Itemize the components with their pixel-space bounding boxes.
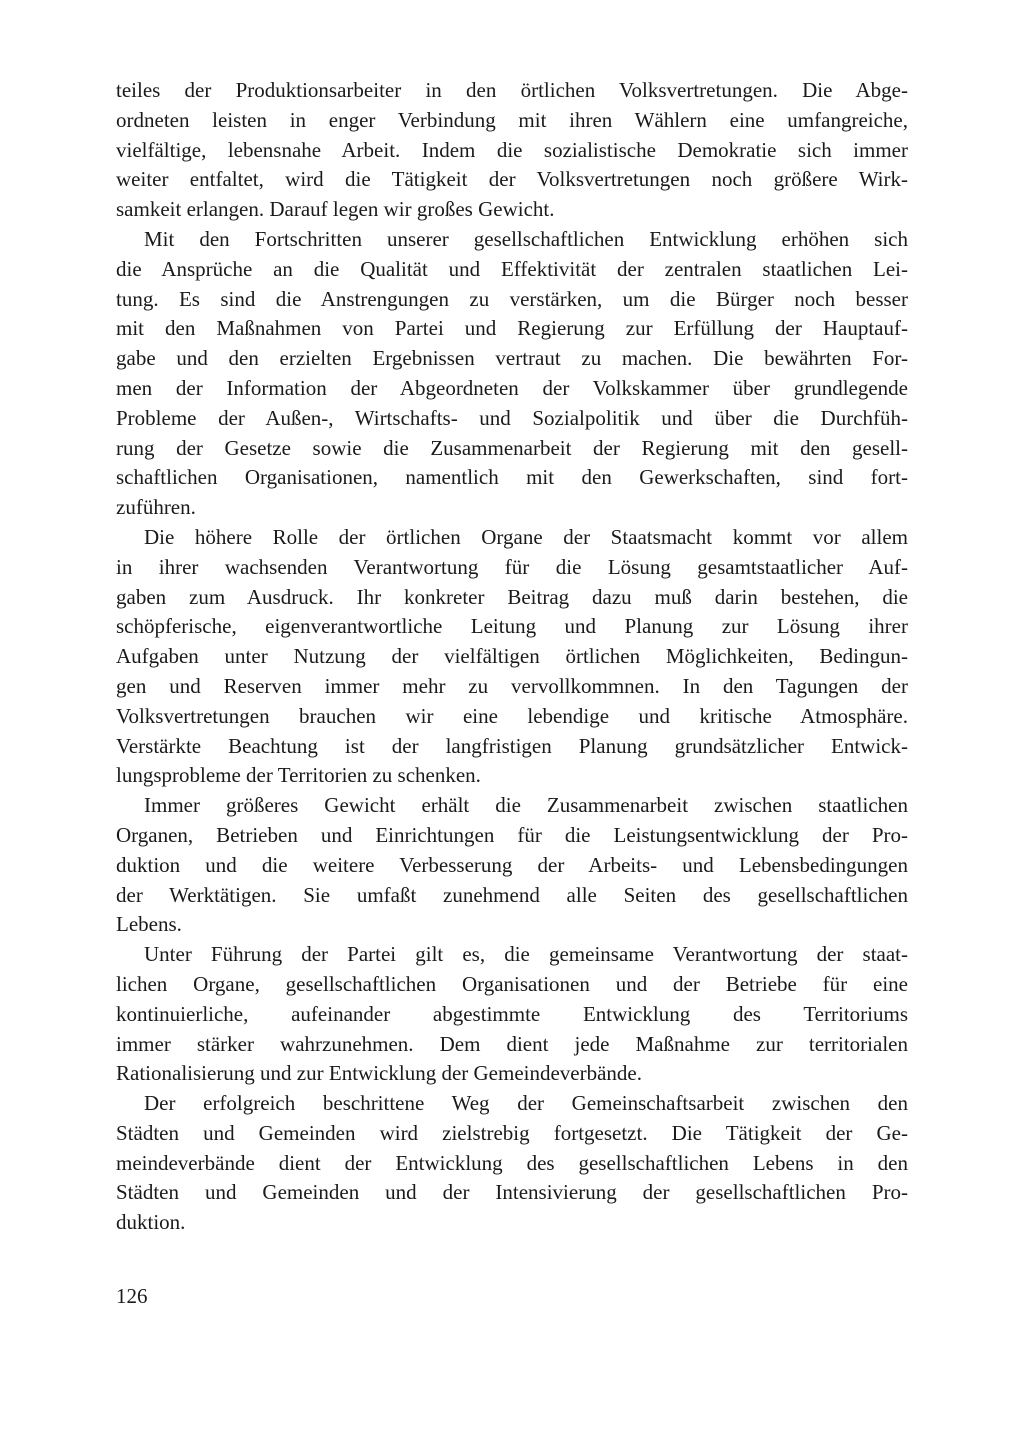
text-line: der Werktätigen. Sie umfaßt zunehmend alle Seiten des gesellschaftlichen: [116, 882, 908, 907]
text-line: die Ansprüche an die Qualität und Effektivität der zentralen staatlichen Lei-: [116, 256, 908, 281]
text-line: lungsprobleme der Territorien zu schenken.: [116, 763, 481, 788]
text-line: Volksvertretungen brauchen wir eine lebendige und kritische Atmosphäre.: [116, 703, 908, 728]
text-line: Organen, Betrieben und Einrichtungen für die Leistungsentwicklung der Pro-: [116, 822, 908, 847]
paragraph: [116, 225, 908, 523]
paragraph: [116, 523, 908, 791]
paragraph: [116, 791, 908, 940]
text-line: Mit den Fortschritten unserer gesellschaftlichen Entwicklung erhöhen sich: [144, 226, 908, 251]
text-line: Aufgaben unter Nutzung der vielfältigen örtlichen Möglichkeiten, Bedingun-: [116, 644, 908, 669]
text-line: schaftlichen Organisationen, namentlich mit den Gewerkschaften, sind fort-: [116, 465, 908, 490]
text-line: Die höhere Rolle der örtlichen Organe der Staatsmacht kommt vor allem: [144, 524, 908, 549]
text-line: zuführen.: [116, 495, 196, 520]
text-line: ordneten leisten in enger Verbindung mit ihren Wählern eine umfangreiche,: [116, 107, 908, 132]
text-line: schöpferische, eigenverantwortliche Leitung und Planung zur Lösung ihrer: [116, 614, 908, 639]
text-line: gabe und den erzielten Ergebnissen vertraut zu machen. Die bewährten For-: [116, 346, 908, 371]
text-line: kontinuierliche, aufeinander abgestimmte Entwicklung des Territoriums: [116, 1001, 908, 1026]
text-line: immer stärker wahrzunehmen. Dem dient jede Maßnahme zur territorialen: [116, 1031, 908, 1056]
text-line: vielfältige, lebensnahe Arbeit. Indem die sozialistische Demokratie sich immer: [116, 137, 908, 162]
text-line: Städten und Gemeinden und der Intensivierung der gesellschaftlichen Pro-: [116, 1180, 908, 1205]
text-line: Lebens.: [116, 912, 182, 937]
text-line: Der erfolgreich beschrittene Weg der Gemeinschaftsarbeit zwischen den: [144, 1091, 908, 1116]
text-line: duktion und die weitere Verbesserung der Arbeits- und Lebensbedingungen: [116, 852, 908, 877]
text-line: meindeverbände dient der Entwicklung des gesellschaftlichen Lebens in den: [116, 1150, 908, 1175]
text-line: Städten und Gemeinden wird zielstrebig fortgesetzt. Die Tätigkeit der Ge-: [116, 1120, 908, 1145]
text-line: tung. Es sind die Anstrengungen zu verstärken, um die Bürger noch besser: [116, 286, 908, 311]
text-line: duktion.: [116, 1210, 186, 1235]
text-line: teiles der Produktionsarbeiter in den örtlichen Volksvertretungen. Die Abge-: [116, 78, 908, 102]
page-body: [116, 76, 908, 1238]
text-line: Immer größeres Gewicht erhält die Zusammenarbeit zwischen staatlichen: [144, 793, 908, 818]
text-line: Unter Führung der Partei gilt es, die gemeinsame Verantwortung der staat-: [144, 942, 908, 967]
paragraph: [116, 1089, 908, 1238]
text-line: Rationalisierung und zur Entwicklung der Gemeindeverbände.: [116, 1061, 643, 1086]
page-number: 126: [116, 1284, 148, 1308]
text-line: Verstärkte Beachtung ist der langfristigen Planung grundsätzlicher Entwick-: [116, 733, 908, 758]
text-line: Probleme der Außen-, Wirtschafts- und Sozialpolitik und über die Durchfüh-: [116, 405, 908, 430]
text-line: men der Information der Abgeordneten der Volkskammer über grundlegende: [116, 375, 908, 400]
text-line: rung der Gesetze sowie die Zusammenarbeit der Regierung mit den gesell-: [116, 435, 908, 460]
text-line: lichen Organe, gesellschaftlichen Organisationen und der Betriebe für eine: [116, 971, 908, 996]
paragraph: [116, 76, 908, 225]
paragraph: [116, 940, 908, 1089]
text-line: samkeit erlangen. Darauf legen wir großes Gewicht.: [116, 197, 555, 222]
text-line: weiter entfaltet, wird die Tätigkeit der Volksvertretungen noch größere Wirk-: [116, 167, 908, 192]
text-line: gaben zum Ausdruck. Ihr konkreter Beitrag dazu muß darin bestehen, die: [116, 584, 908, 609]
text-line: in ihrer wachsenden Verantwortung für die Lösung gesamtstaatlicher Auf-: [116, 554, 908, 579]
text-line: gen und Reserven immer mehr zu vervollkommnen. In den Tagungen der: [116, 673, 908, 698]
text-line: mit den Maßnahmen von Partei und Regierung zur Erfüllung der Hauptauf-: [116, 316, 908, 341]
